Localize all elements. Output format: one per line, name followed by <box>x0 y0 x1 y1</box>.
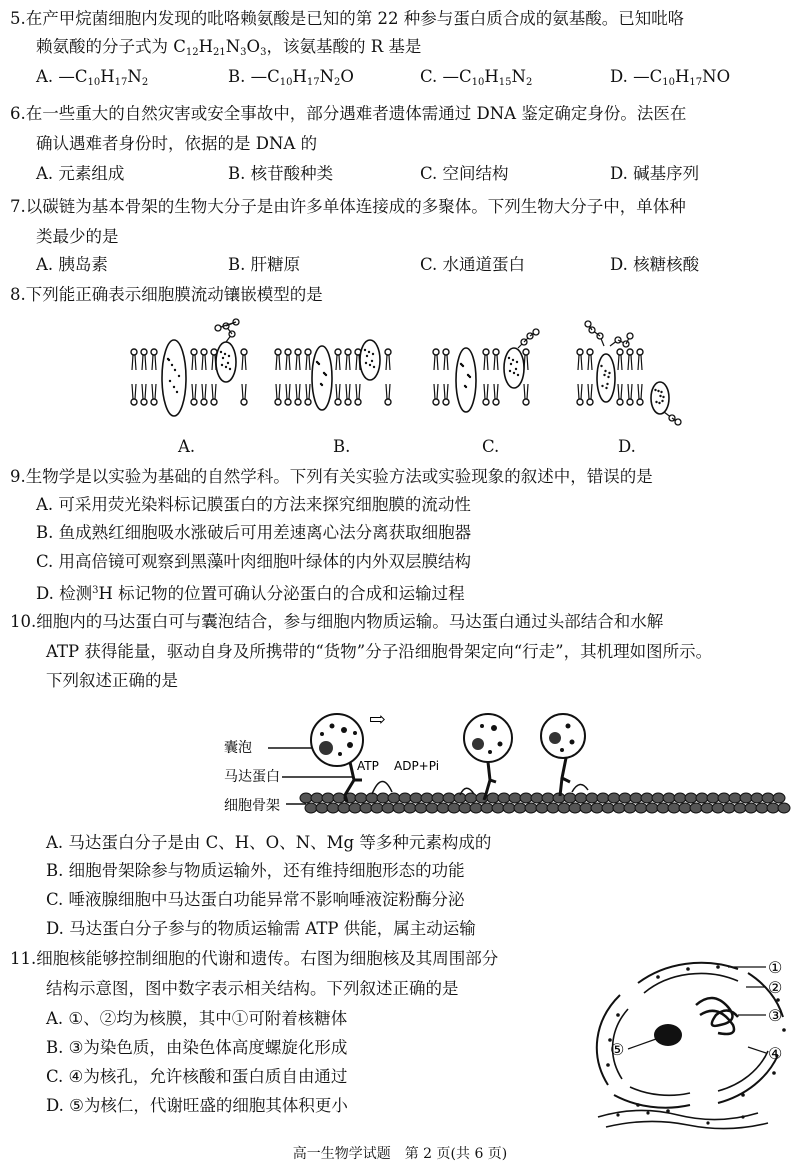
vesicle-1 <box>311 714 363 766</box>
q7-option-a[interactable]: A. 胰岛素 <box>36 255 108 274</box>
nucleolus <box>654 1024 682 1046</box>
q11-option-c[interactable]: C. ④为核孔，允许核酸和蛋白质自由通过 <box>46 1067 348 1086</box>
q9-option-c[interactable]: C. 用高倍镜可观察到黑藻叶肉细胞叶绿体的内外双层膜结构 <box>36 552 472 571</box>
q9-option-a[interactable]: A. 可采用荧光染料标记膜蛋白的方法来探究细胞膜的流动性 <box>36 495 471 514</box>
motor-protein-figure <box>0 700 800 830</box>
q7-option-d[interactable]: D. 核糖核酸 <box>610 255 700 274</box>
nucleus-figure <box>578 955 798 1135</box>
q10-option-d[interactable]: D. 马达蛋白分子参与的物质运输需 ATP 供能，属主动运输 <box>46 919 476 938</box>
label-1: ① <box>768 958 783 977</box>
label-3: ③ <box>768 1006 783 1025</box>
q6-option-b[interactable]: B. 核苷酸种类 <box>228 164 334 183</box>
q5-stem-line1: 5.在产甲烷菌细胞内发现的吡咯赖氨酸是已知的第 22 种参与蛋白质合成的氨基酸。已知吡咯 <box>10 9 685 28</box>
vesicle-label: 囊泡 <box>224 740 252 756</box>
q7-option-b[interactable]: B. 肝糖原 <box>228 255 301 274</box>
q10-stem-line3: 下列叙述正确的是 <box>46 671 178 690</box>
q6-option-c[interactable]: C. 空间结构 <box>420 164 509 183</box>
cytoskeleton-filament <box>300 793 790 813</box>
membrane-models-figure <box>0 318 800 438</box>
q9-stem: 9.生物学是以实验为基础的自然学科。下列有关实验方法或实验现象的叙述中，错误的是 <box>10 467 653 486</box>
q11-option-a[interactable]: A. ①、②均为核膜，其中①可附着核糖体 <box>46 1009 348 1028</box>
q10-stem-line1: 10.细胞内的马达蛋白可与囊泡结合，参与细胞内物质运输。马达蛋白通过头部结合和水解 <box>10 612 664 631</box>
direction-arrow: ⇨ <box>369 707 386 731</box>
q9-option-b[interactable]: B. 鱼成熟红细胞吸水涨破后可用差速离心法分离获取细胞器 <box>36 523 472 542</box>
vesicle-3 <box>541 714 585 758</box>
q9-option-d[interactable]: D. 检测$^3$H 标记物的位置可确认分泌蛋白的合成和运输过程 <box>36 584 465 603</box>
q10-option-c[interactable]: C. 唾液腺细胞中马达蛋白功能异常不影响唾液淀粉酶分泌 <box>46 890 465 909</box>
label-2: ② <box>768 978 783 997</box>
q8-stem: 8.下列能正确表示细胞膜流动镶嵌模型的是 <box>10 285 323 304</box>
q10-option-a[interactable]: A. 马达蛋白分子是由 C、H、O、N、Mg 等多种元素构成的 <box>46 833 492 852</box>
membrane-model <box>433 329 539 412</box>
q5-option-c[interactable]: C. $—C_{10}H_{15}N_2$ <box>420 67 533 88</box>
q6-stem-line1: 6.在一些重大的自然灾害或安全事故中，部分遇难者遗体需通过 DNA 鉴定确定身份。法医在 <box>10 104 687 123</box>
q7-option-c[interactable]: C. 水通道蛋白 <box>420 255 526 274</box>
vesicle-2 <box>464 714 512 762</box>
q11-option-b[interactable]: B. ③为染色质，由染色体高度螺旋化形成 <box>46 1038 348 1057</box>
q11-option-d[interactable]: D. ⑤为核仁，代谢旺盛的细胞其体积更小 <box>46 1096 348 1115</box>
q10-stem-line2: ATP 获得能量，驱动自身及所携带的“货物”分子沿细胞骨架定向“行走”，其机理如图所示。 <box>46 642 713 661</box>
q8-option-a[interactable]: A. <box>178 437 196 456</box>
q6-option-a[interactable]: A. 元素组成 <box>36 164 125 183</box>
label-4: ④ <box>768 1044 783 1063</box>
cytoskeleton-label: 细胞骨架 <box>224 798 280 814</box>
q8-option-b[interactable]: B. <box>333 437 351 456</box>
adp-pi-label: ADP+Pi <box>394 759 440 773</box>
atp-label: ATP <box>357 759 379 773</box>
q6-option-d[interactable]: D. 碱基序列 <box>610 164 700 183</box>
q8-option-d[interactable]: D. <box>618 437 636 456</box>
q11-stem-line1: 11.细胞核能够控制细胞的代谢和遗传。右图为细胞核及其周围部分 <box>10 949 499 968</box>
label-5: ⑤ <box>610 1040 625 1059</box>
membrane-model <box>577 321 681 425</box>
q6-stem-line2: 确认遇难者身份时，依据的是 DNA 的 <box>36 134 318 153</box>
q10-option-b[interactable]: B. 细胞骨架除参与物质运输外，还有维持细胞形态的功能 <box>46 861 465 880</box>
membrane-model <box>131 319 247 416</box>
q5-stem-line2: 赖氨酸的分子式为 $C_{12}H_{21}N_3O_3$，该氨基酸的 R 基是 <box>36 37 422 58</box>
membrane-model <box>275 340 391 410</box>
page-footer: 高一生物学试题 第 2 页(共 6 页) <box>292 1146 508 1162</box>
q5-option-a[interactable]: A. $—C_{10}H_{17}N_2$ <box>36 67 149 88</box>
q7-stem-line2: 类最少的是 <box>36 227 119 246</box>
q5-option-b[interactable]: B. $—C_{10}H_{17}N_2O$ <box>228 67 354 88</box>
q8-option-c[interactable]: C. <box>482 437 500 456</box>
q11-stem-line2: 结构示意图，图中数字表示相关结构。下列叙述正确的是 <box>46 979 459 998</box>
q5-option-d[interactable]: D. $—C_{10}H_{17}NO$ <box>610 67 731 88</box>
q7-stem-line1: 7.以碳链为基本骨架的生物大分子是由许多单体连接成的多聚体。下列生物大分子中，单体种 <box>10 197 686 216</box>
motor-protein-label: 马达蛋白 <box>224 769 280 785</box>
